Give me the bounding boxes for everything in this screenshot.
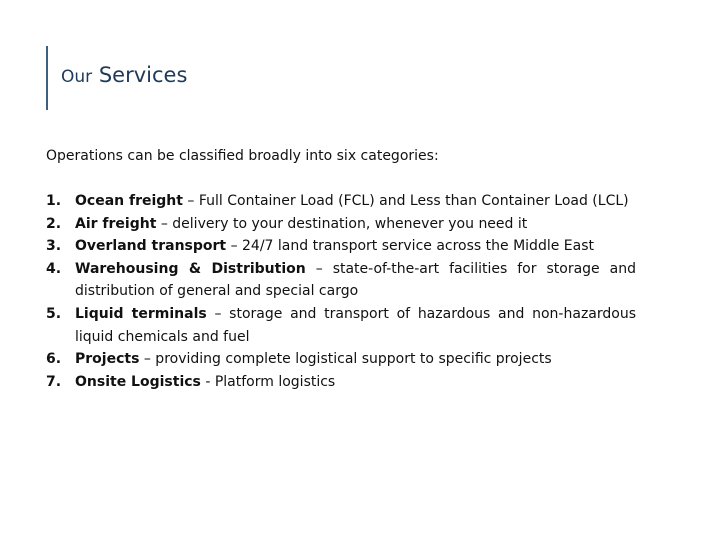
list-item xyxy=(46,371,636,394)
item-name: Ocean freight xyxy=(75,193,183,209)
item-number: 4. xyxy=(46,260,62,277)
list-item xyxy=(46,258,636,303)
title-prefix: Our xyxy=(61,67,93,87)
item-name: Liquid terminals xyxy=(75,305,207,322)
page-title xyxy=(61,63,187,87)
item-number: 1. xyxy=(46,193,62,209)
item-name: Projects xyxy=(75,351,140,368)
item-desc: – delivery to your destination, whenever you need it xyxy=(156,215,528,232)
list-item xyxy=(46,213,636,236)
item-desc: – 24/7 land transport service across the Middle East xyxy=(226,238,594,255)
services-list xyxy=(46,190,636,393)
list-item xyxy=(46,303,636,348)
list-item xyxy=(46,190,636,213)
item-text xyxy=(75,303,636,348)
item-text xyxy=(75,348,636,371)
item-text xyxy=(75,190,636,213)
item-text xyxy=(75,371,636,394)
title-main: Services xyxy=(98,63,188,87)
item-number: 5. xyxy=(46,305,62,322)
item-desc: – providing complete logistical support to specific projects xyxy=(139,351,552,368)
item-number: 6. xyxy=(46,351,62,368)
title-accent-bar xyxy=(46,46,48,110)
item-text xyxy=(75,235,636,258)
item-number: 7. xyxy=(46,373,62,390)
item-name: Warehousing & Distribution xyxy=(75,260,306,277)
item-desc: – storage and transport of hazardous and non-hazardous liquid chemicals and fuel xyxy=(75,305,636,345)
item-text xyxy=(75,258,636,303)
item-name: Overland transport xyxy=(75,238,227,255)
list-item xyxy=(46,235,636,258)
item-desc: - Platform logistics xyxy=(200,373,336,390)
item-number: 2. xyxy=(46,215,62,232)
item-name: Onsite Logistics xyxy=(75,373,201,390)
intro-text: Operations can be classified broadly into six categories: xyxy=(46,148,439,164)
item-text xyxy=(75,213,636,236)
item-desc: – Full Container Load (FCL) and Less than Container Load (LCL) xyxy=(182,193,629,209)
list-item xyxy=(46,348,636,371)
item-number: 3. xyxy=(46,238,62,255)
item-desc: – state-of-the-art facilities for storage and distribution of general and special cargo xyxy=(75,260,636,300)
item-name: Air freight xyxy=(75,215,157,232)
